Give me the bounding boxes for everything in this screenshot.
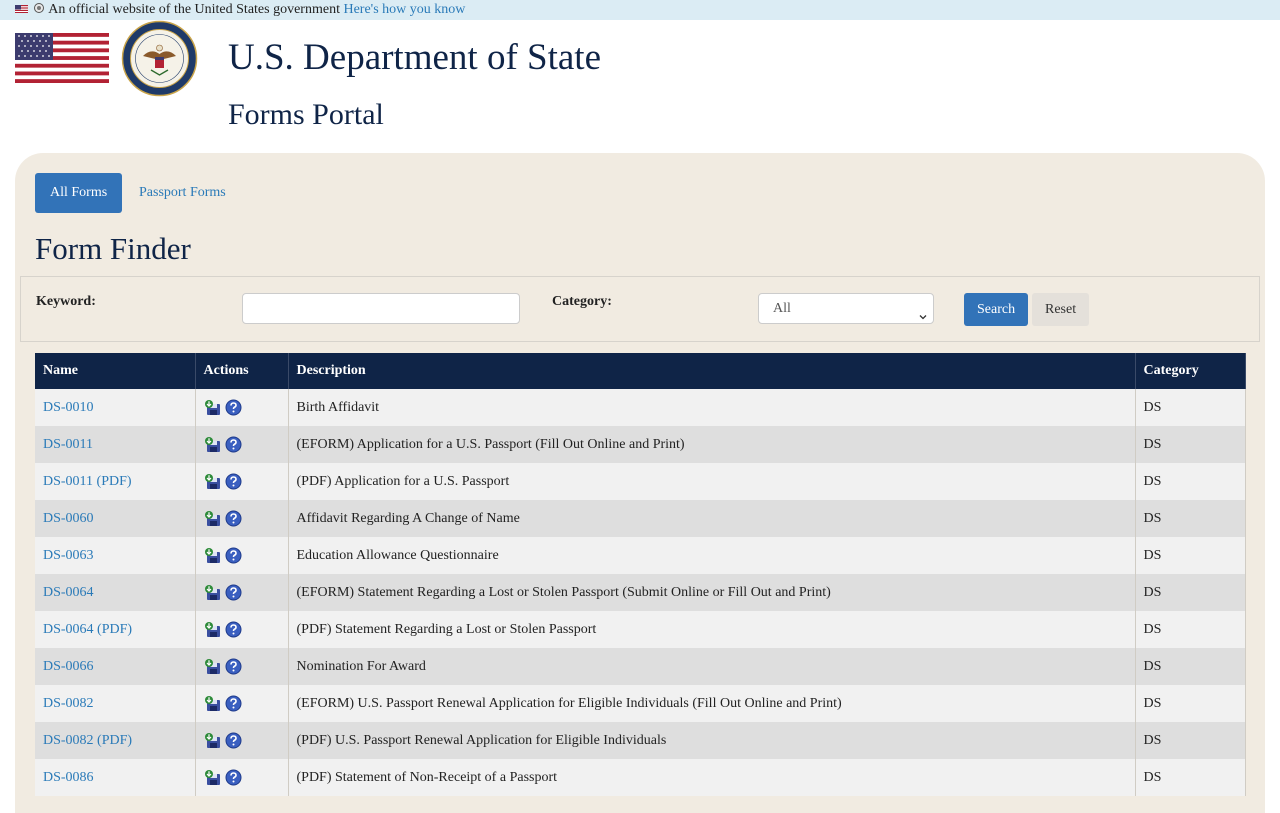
help-icon[interactable] xyxy=(225,436,242,453)
category-cell: DS xyxy=(1135,648,1245,685)
description-cell: (EFORM) Application for a U.S. Passport (Fill Out Online and Print) xyxy=(288,426,1135,463)
form-name-link[interactable]: DS-0064 (PDF) xyxy=(43,621,133,637)
category-cell: DS xyxy=(1135,759,1245,796)
table-row xyxy=(35,611,1245,648)
download-icon[interactable] xyxy=(204,621,221,638)
keyword-label: Keyword: xyxy=(36,294,96,309)
description-cell: (EFORM) Statement Regarding a Lost or Stolen Passport (Submit Online or Fill Out and Print) xyxy=(288,574,1135,611)
description-cell: (PDF) Application for a U.S. Passport xyxy=(288,463,1135,500)
filter-bar xyxy=(20,276,1260,342)
form-name-link[interactable]: DS-0010 xyxy=(43,399,94,415)
forms-table-wrap xyxy=(35,353,1245,796)
help-icon[interactable] xyxy=(225,658,242,675)
help-icon[interactable] xyxy=(225,399,242,416)
actions-cell xyxy=(195,537,288,574)
download-icon[interactable] xyxy=(204,695,221,712)
category-cell: DS xyxy=(1135,426,1245,463)
category-cell: DS xyxy=(1135,389,1245,426)
chevron-down-icon xyxy=(919,303,927,311)
gov-banner xyxy=(0,0,1280,20)
description-cell: Nomination For Award xyxy=(288,648,1135,685)
category-cell: DS xyxy=(1135,463,1245,500)
category-label: Category: xyxy=(552,294,612,309)
name-cell xyxy=(35,722,195,759)
actions-cell xyxy=(195,648,288,685)
table-row xyxy=(35,389,1245,426)
column-header-category[interactable]: Category xyxy=(1135,353,1245,389)
us-flag-icon xyxy=(15,33,109,88)
name-cell xyxy=(35,389,195,426)
table-header-row xyxy=(35,353,1245,389)
column-header-name[interactable]: Name xyxy=(35,353,195,389)
search-button[interactable]: Search xyxy=(964,293,1028,326)
name-cell xyxy=(35,648,195,685)
category-selected-value: All xyxy=(773,301,791,316)
category-cell: DS xyxy=(1135,722,1245,759)
category-cell: DS xyxy=(1135,611,1245,648)
heres-how-you-know-link[interactable]: Here's how you know xyxy=(343,2,466,18)
forms-table xyxy=(35,353,1246,796)
help-icon[interactable] xyxy=(225,695,242,712)
category-cell: DS xyxy=(1135,574,1245,611)
column-header-actions: Actions xyxy=(195,353,288,389)
table-row xyxy=(35,500,1245,537)
actions-cell xyxy=(195,574,288,611)
site-subtitle: Forms Portal xyxy=(228,98,384,131)
tab-all-forms[interactable]: All Forms xyxy=(35,173,122,213)
help-icon[interactable] xyxy=(225,732,242,749)
description-cell: Education Allowance Questionnaire xyxy=(288,537,1135,574)
download-icon[interactable] xyxy=(204,584,221,601)
name-cell xyxy=(35,759,195,796)
form-name-link[interactable]: DS-0011 xyxy=(43,436,94,452)
site-header xyxy=(0,20,1280,153)
keyword-input[interactable] xyxy=(242,293,520,324)
description-cell: (PDF) Statement of Non-Receipt of a Passport xyxy=(288,759,1135,796)
help-icon[interactable] xyxy=(225,769,242,786)
name-cell xyxy=(35,574,195,611)
download-icon[interactable] xyxy=(204,399,221,416)
description-cell: Affidavit Regarding A Change of Name xyxy=(288,500,1135,537)
form-name-link[interactable]: DS-0064 xyxy=(43,584,94,600)
form-name-link[interactable]: DS-0063 xyxy=(43,547,94,563)
form-name-link[interactable]: DS-0086 xyxy=(43,769,94,785)
page-title: Form Finder xyxy=(35,231,191,266)
name-cell xyxy=(35,537,195,574)
download-icon[interactable] xyxy=(204,732,221,749)
form-name-link[interactable]: DS-0082 (PDF) xyxy=(43,732,133,748)
help-icon[interactable] xyxy=(225,473,242,490)
category-cell: DS xyxy=(1135,685,1245,722)
download-icon[interactable] xyxy=(204,510,221,527)
small-seal-icon xyxy=(34,0,44,20)
actions-cell xyxy=(195,463,288,500)
name-cell xyxy=(35,500,195,537)
category-cell: DS xyxy=(1135,537,1245,574)
description-cell: Birth Affidavit xyxy=(288,389,1135,426)
table-row xyxy=(35,574,1245,611)
download-icon[interactable] xyxy=(204,547,221,564)
small-flag-icon xyxy=(15,0,28,20)
column-header-description[interactable]: Description xyxy=(288,353,1135,389)
actions-cell xyxy=(195,500,288,537)
description-cell: (EFORM) U.S. Passport Renewal Application for Eligible Individuals (Fill Out Online and Print) xyxy=(288,685,1135,722)
help-icon[interactable] xyxy=(225,547,242,564)
description-cell: (PDF) Statement Regarding a Lost or Stolen Passport xyxy=(288,611,1135,648)
site-title: U.S. Department of State xyxy=(228,37,601,78)
name-cell xyxy=(35,611,195,648)
banner-text: An official website of the United States government xyxy=(48,2,340,18)
table-row xyxy=(35,463,1245,500)
category-select[interactable] xyxy=(758,293,934,324)
actions-cell xyxy=(195,611,288,648)
help-icon[interactable] xyxy=(225,621,242,638)
name-cell xyxy=(35,426,195,463)
table-row xyxy=(35,648,1245,685)
actions-cell xyxy=(195,389,288,426)
download-icon[interactable] xyxy=(204,473,221,490)
actions-cell xyxy=(195,722,288,759)
reset-button[interactable]: Reset xyxy=(1032,293,1089,326)
tab-passport-forms[interactable]: Passport Forms xyxy=(139,185,226,200)
form-name-link[interactable]: DS-0066 xyxy=(43,658,94,674)
help-icon[interactable] xyxy=(225,584,242,601)
table-row xyxy=(35,426,1245,463)
help-icon[interactable] xyxy=(225,510,242,527)
actions-cell xyxy=(195,759,288,796)
form-name-link[interactable]: DS-0082 xyxy=(43,695,94,711)
download-icon[interactable] xyxy=(204,658,221,675)
main-panel xyxy=(15,153,1265,813)
table-row xyxy=(35,722,1245,759)
description-cell: (PDF) U.S. Passport Renewal Application for Eligible Individuals xyxy=(288,722,1135,759)
download-icon[interactable] xyxy=(204,769,221,786)
table-row xyxy=(35,759,1245,796)
name-cell xyxy=(35,463,195,500)
actions-cell xyxy=(195,685,288,722)
form-name-link[interactable]: DS-0011 (PDF) xyxy=(43,473,132,489)
state-seal-icon xyxy=(121,20,198,102)
actions-cell xyxy=(195,426,288,463)
category-cell: DS xyxy=(1135,500,1245,537)
name-cell xyxy=(35,685,195,722)
download-icon[interactable] xyxy=(204,436,221,453)
table-row xyxy=(35,685,1245,722)
table-row xyxy=(35,537,1245,574)
form-name-link[interactable]: DS-0060 xyxy=(43,510,94,526)
